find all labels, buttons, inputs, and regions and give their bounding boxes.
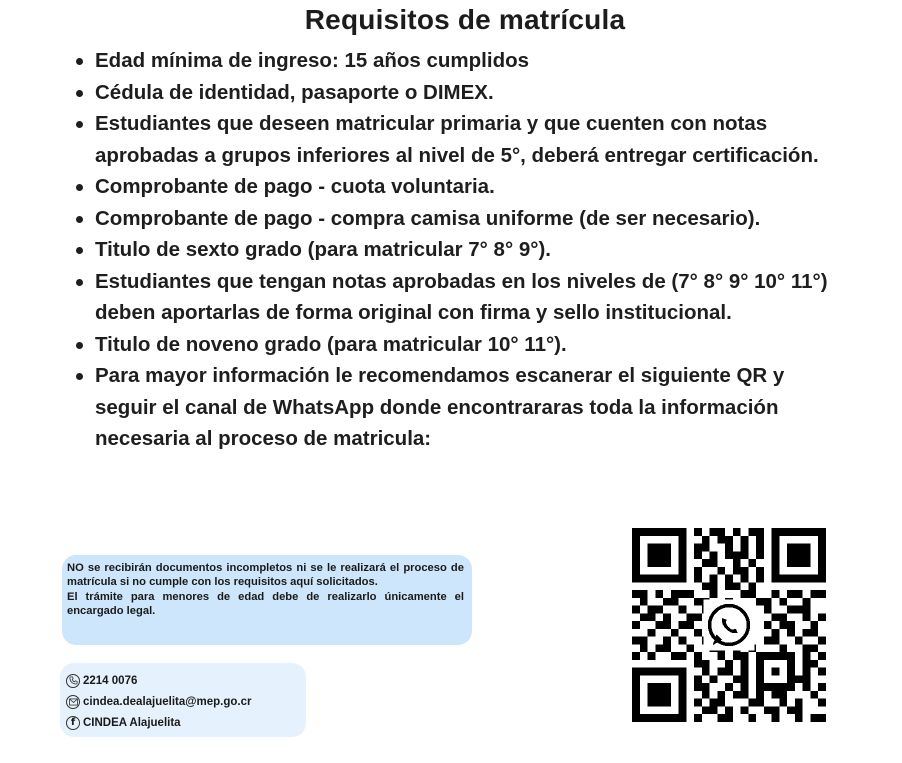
requirement-item: Edad mínima de ingreso: 15 años cumplidos	[72, 45, 847, 77]
requirement-item: Para mayor información le recomendamos escanerar el siguiente QR y seguir el canal de WhatsApp donde encontrararas toda la información necesaria al proceso de matricula:	[72, 360, 847, 455]
contact-facebook-row	[66, 712, 300, 733]
requirements-list	[72, 45, 847, 455]
notice-minors: El trámite para menores de edad debe de realizarlo únicamente el encargado legal.	[67, 590, 464, 618]
email-icon	[66, 695, 80, 709]
qr-code[interactable]	[632, 528, 826, 722]
contact-box	[60, 663, 306, 737]
contact-phone-row	[66, 670, 300, 691]
requirement-item: Titulo de noveno grado (para matricular 10° 11°).	[72, 329, 847, 361]
contact-facebook[interactable]: CINDEA Alajuelita	[83, 716, 181, 729]
page-title: Requisitos de matrícula	[304, 4, 626, 35]
contact-email[interactable]: cindea.dealajuelita@mep.go.cr	[83, 695, 252, 708]
requirement-item: Estudiantes que tengan notas aprobadas en los niveles de (7° 8° 9° 10° 11°) deben aportarlas de forma original con firma y sello institucional.	[72, 266, 847, 329]
requirement-item: Estudiantes que deseen matricular primaria y que cuenten con notas aprobadas a grupos inferiores al nivel de 5°, deberá entregar certificación.	[72, 108, 847, 171]
requirement-item: Cédula de identidad, pasaporte o DIMEX.	[72, 77, 847, 109]
contact-email-row	[66, 691, 300, 712]
requirement-item: Titulo de sexto grado (para matricular 7° 8° 9°).	[72, 234, 847, 266]
notice-box	[62, 555, 472, 645]
phone-icon	[66, 674, 80, 688]
contact-phone[interactable]: 2214 0076	[83, 674, 138, 687]
whatsapp-icon	[703, 599, 754, 650]
notice-incomplete-docs: NO se recibirán documentos incompletos ni se le realizará el proceso de matrícula si no cumple con los requisitos aquí solicitados.	[67, 562, 464, 589]
requirement-item: Comprobante de pago - cuota voluntaria.	[72, 171, 847, 203]
requirement-item: Comprobante de pago - compra camisa uniforme (de ser necesario).	[72, 203, 847, 235]
facebook-icon: f	[66, 716, 80, 730]
